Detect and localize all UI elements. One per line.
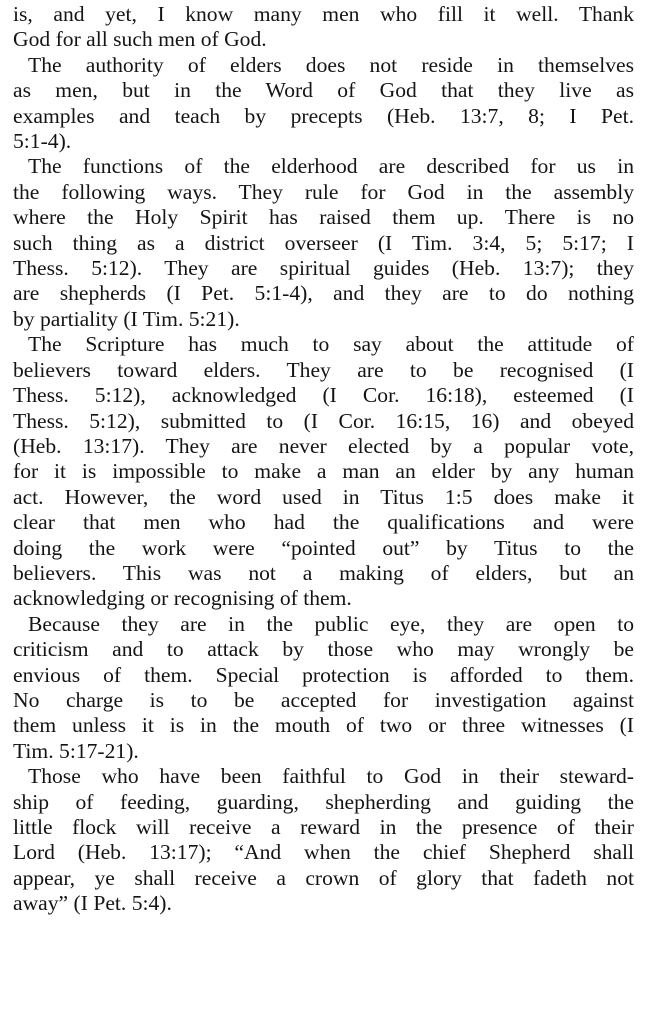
paragraph — [13, 53, 634, 155]
text-line: is, and yet, I know many men who fill it well. Thank — [13, 2, 634, 26]
text-line: Thess. 5:12), acknowledged (I Cor. 16:18), esteemed (I — [13, 383, 634, 408]
text-line: Those who have been faithful to God in their steward- — [28, 764, 634, 789]
text-line: Tim. 5:17-21). — [13, 738, 139, 763]
text-line: appear, ye shall receive a crown of glory that fadeth not — [13, 865, 634, 890]
text-line: for it is impossible to make a man an elder by any human — [13, 459, 634, 484]
text-line: them unless it is in the mouth of two or three witnesses (I — [13, 713, 634, 738]
text-line: where the Holy Spirit has raised them up. There is no — [13, 205, 634, 230]
text-line: little flock will receive a reward in the presence of their — [13, 815, 634, 839]
text-line: The authority of elders does not reside in themselves — [28, 52, 634, 77]
text-line: by partiality (I Tim. 5:21). — [13, 306, 240, 331]
text-line: No charge is to be accepted for investigation against — [13, 687, 634, 712]
text-line: are shepherds (I Pet. 5:1-4), and they are to do nothing — [13, 281, 634, 306]
text-line: envious of them. Special protection is afforded to them. — [13, 662, 634, 687]
text-line: The Scripture has much to say about the attitude of — [28, 332, 634, 357]
text-line: such thing as a district overseer (I Tim. 3:4, 5; 5:17; I — [13, 230, 634, 255]
paragraph — [13, 612, 634, 764]
text-line: acknowledging or recognising of them. — [13, 586, 352, 611]
text-line: doing the work were “pointed out” by Titus to the — [13, 535, 634, 560]
text-line: believers toward elders. They are to be recognised (I — [13, 357, 634, 382]
text-line: believers. This was not a making of elders, but an — [13, 560, 634, 585]
text-line: Thess. 5:12). They are spiritual guides (Heb. 13:7); they — [13, 256, 634, 281]
text-line: 5:1-4). — [13, 129, 72, 154]
text-line: the following ways. They rule for God in the assembly — [13, 179, 634, 204]
paragraph — [13, 764, 634, 916]
text-line: clear that men who had the qualifications and were — [13, 510, 634, 535]
text-line: examples and teach by precepts (Heb. 13:7, 8; I Pet. — [13, 103, 634, 128]
text-line: as men, but in the Word of God that they live as — [13, 78, 634, 103]
text-line: away” (I Pet. 5:4). — [13, 891, 172, 916]
text-line: The functions of the elderhood are described for us in — [28, 154, 634, 179]
text-line: Because they are in the public eye, they are open to — [28, 611, 634, 636]
text-line: God for all such men of God. — [13, 27, 267, 52]
text-line: (Heb. 13:17). They are never elected by a popular vote, — [13, 433, 634, 458]
paragraph — [13, 332, 634, 611]
text-line: act. However, the word used in Titus 1:5 does make it — [13, 484, 634, 509]
text-line: criticism and to attack by those who may wrongly be — [13, 637, 634, 662]
paragraph — [13, 154, 634, 332]
text-line: Lord (Heb. 13:17); “And when the chief Shepherd shall — [13, 840, 634, 865]
text-line: Thess. 5:12), submitted to (I Cor. 16:15, 16) and obeyed — [13, 408, 634, 433]
text-line: ship of feeding, guarding, shepherding and guiding the — [13, 789, 634, 814]
paragraph — [13, 2, 634, 53]
